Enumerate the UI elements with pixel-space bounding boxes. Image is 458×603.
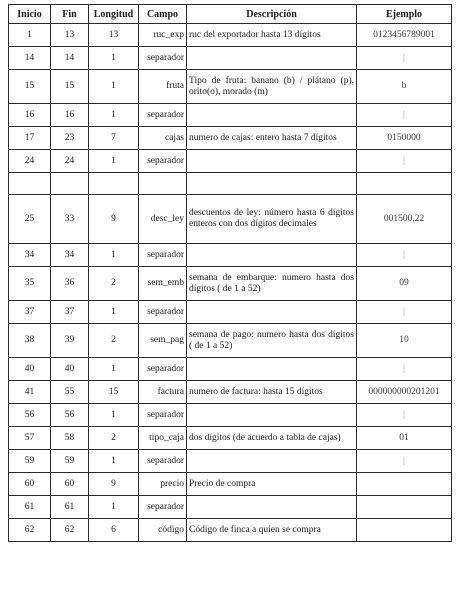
cell-ejemplo: |: [357, 358, 452, 381]
cell-inicio: 60: [9, 473, 51, 496]
cell-inicio: 15: [9, 70, 51, 104]
cell-campo: tipo_caja: [139, 427, 187, 450]
cell-longitud: 2: [89, 427, 139, 450]
cell-longitud: 1: [89, 404, 139, 427]
cell-descripcion: [187, 104, 357, 127]
cell-fin: 56: [51, 404, 89, 427]
table-row: [9, 267, 452, 301]
cell-fin: 23: [51, 127, 89, 150]
cell-descripcion: Tipo de fruta: banano (b) / plátano (p), orito(o), morado (m): [187, 70, 357, 104]
cell-campo: código: [139, 519, 187, 542]
cell-longitud: 1: [89, 301, 139, 324]
cell-campo: separador: [139, 244, 187, 267]
cell-longitud: 1: [89, 47, 139, 70]
cell-inicio: [9, 173, 51, 195]
cell-longitud: 9: [89, 195, 139, 244]
header-inicio: Inicio: [9, 5, 51, 24]
cell-campo: separador: [139, 47, 187, 70]
table-row: [9, 404, 452, 427]
cell-ejemplo: 10: [357, 324, 452, 358]
cell-ejemplo: [357, 496, 452, 519]
cell-descripcion: numero de factura: hasta 15 dígitos: [187, 381, 357, 404]
cell-fin: 14: [51, 47, 89, 70]
cell-campo: separador: [139, 404, 187, 427]
cell-campo: fruta: [139, 70, 187, 104]
cell-ejemplo: b: [357, 70, 452, 104]
cell-fin: 62: [51, 519, 89, 542]
cell-inicio: 61: [9, 496, 51, 519]
cell-inicio: 35: [9, 267, 51, 301]
cell-longitud: [89, 173, 139, 195]
table-row: [9, 381, 452, 404]
cell-inicio: 34: [9, 244, 51, 267]
table-row: [9, 47, 452, 70]
cell-longitud: 7: [89, 127, 139, 150]
cell-longitud: 1: [89, 358, 139, 381]
cell-inicio: 57: [9, 427, 51, 450]
cell-ejemplo: |: [357, 47, 452, 70]
cell-ejemplo: [357, 519, 452, 542]
cell-inicio: 16: [9, 104, 51, 127]
cell-ejemplo: 000000000201201: [357, 381, 452, 404]
table-row: [9, 127, 452, 150]
cell-campo: separador: [139, 150, 187, 173]
cell-fin: 39: [51, 324, 89, 358]
cell-fin: 61: [51, 496, 89, 519]
cell-campo: ruc_exp: [139, 24, 187, 47]
table-row: [9, 70, 452, 104]
cell-ejemplo: |: [357, 150, 452, 173]
cell-descripcion: numero de cajas: entero hasta 7 dígitos: [187, 127, 357, 150]
table-row: [9, 427, 452, 450]
cell-ejemplo: |: [357, 301, 452, 324]
cell-descripcion: Precio de compra: [187, 473, 357, 496]
table-row: [9, 24, 452, 47]
cell-ejemplo: |: [357, 244, 452, 267]
cell-inicio: 24: [9, 150, 51, 173]
cell-longitud: 1: [89, 150, 139, 173]
cell-inicio: 14: [9, 47, 51, 70]
cell-inicio: 1: [9, 24, 51, 47]
table-row: [9, 150, 452, 173]
table-row: [9, 473, 452, 496]
cell-fin: 13: [51, 24, 89, 47]
cell-inicio: 56: [9, 404, 51, 427]
cell-fin: 33: [51, 195, 89, 244]
cell-inicio: 40: [9, 358, 51, 381]
cell-fin: 36: [51, 267, 89, 301]
cell-descripcion: [187, 173, 357, 195]
cell-fin: 59: [51, 450, 89, 473]
table-row: [9, 496, 452, 519]
cell-inicio: 59: [9, 450, 51, 473]
cell-longitud: 9: [89, 473, 139, 496]
header-fin: Fin: [51, 5, 89, 24]
table-row: [9, 301, 452, 324]
cell-ejemplo: 001500,22: [357, 195, 452, 244]
cell-descripcion: semana de pago: numero hasta dos dígitos ( de 1 a 52): [187, 324, 357, 358]
table-row: [9, 358, 452, 381]
cell-ejemplo: [357, 473, 452, 496]
cell-longitud: 1: [89, 450, 139, 473]
cell-campo: separador: [139, 450, 187, 473]
cell-longitud: 1: [89, 496, 139, 519]
cell-descripcion: [187, 404, 357, 427]
cell-inicio: 38: [9, 324, 51, 358]
cell-fin: [51, 173, 89, 195]
cell-fin: 55: [51, 381, 89, 404]
cell-fin: 58: [51, 427, 89, 450]
cell-inicio: 17: [9, 127, 51, 150]
cell-campo: desc_ley: [139, 195, 187, 244]
cell-ejemplo: 0123456789001: [357, 24, 452, 47]
cell-descripcion: [187, 358, 357, 381]
cell-longitud: 15: [89, 381, 139, 404]
cell-fin: 24: [51, 150, 89, 173]
cell-ejemplo: |: [357, 450, 452, 473]
cell-fin: 40: [51, 358, 89, 381]
cell-longitud: 1: [89, 70, 139, 104]
table-body: [9, 24, 452, 542]
cell-inicio: 41: [9, 381, 51, 404]
cell-descripcion: [187, 244, 357, 267]
table-row: [9, 195, 452, 244]
cell-descripcion: [187, 47, 357, 70]
cell-descripcion: [187, 450, 357, 473]
cell-longitud: 2: [89, 267, 139, 301]
cell-ejemplo: 09: [357, 267, 452, 301]
cell-fin: 15: [51, 70, 89, 104]
cell-campo: [139, 173, 187, 195]
cell-campo: separador: [139, 496, 187, 519]
cell-ejemplo: |: [357, 104, 452, 127]
header-longitud: Longitud: [89, 5, 139, 24]
table-row: [9, 519, 452, 542]
cell-inicio: 25: [9, 195, 51, 244]
cell-longitud: 1: [89, 244, 139, 267]
table-row: [9, 450, 452, 473]
header-row: [9, 5, 452, 24]
cell-campo: sem_emb: [139, 267, 187, 301]
cell-campo: sem_pag: [139, 324, 187, 358]
cell-descripcion: semana de embarque: numero hasta dos dígitos ( de 1 a 52): [187, 267, 357, 301]
cell-ejemplo: 0150000: [357, 127, 452, 150]
cell-descripcion: Código de finca a quien se compra: [187, 519, 357, 542]
cell-campo: factura: [139, 381, 187, 404]
cell-campo: precio: [139, 473, 187, 496]
cell-fin: 34: [51, 244, 89, 267]
header-descripcion: Descripción: [187, 5, 357, 24]
table-row: [9, 104, 452, 127]
cell-descripcion: [187, 150, 357, 173]
cell-fin: 60: [51, 473, 89, 496]
cell-campo: cajas: [139, 127, 187, 150]
cell-descripcion: ruc del exportador hasta 13 dígitos: [187, 24, 357, 47]
cell-ejemplo: [357, 173, 452, 195]
header-ejemplo: Ejemplo: [357, 5, 452, 24]
table-row: [9, 244, 452, 267]
cell-longitud: 13: [89, 24, 139, 47]
cell-fin: 16: [51, 104, 89, 127]
field-spec-table: [8, 4, 452, 542]
cell-ejemplo: |: [357, 404, 452, 427]
cell-fin: 37: [51, 301, 89, 324]
cell-campo: separador: [139, 358, 187, 381]
header-campo: Campo: [139, 5, 187, 24]
table-header: [9, 5, 452, 24]
cell-descripcion: dos dígitos (de acuerdo a tabla de cajas): [187, 427, 357, 450]
cell-campo: separador: [139, 104, 187, 127]
cell-descripcion: [187, 301, 357, 324]
cell-longitud: 6: [89, 519, 139, 542]
cell-inicio: 37: [9, 301, 51, 324]
cell-descripcion: descuentos de ley: número hasta 6 dígitos enteros con dos dígitos decimales: [187, 195, 357, 244]
cell-inicio: 62: [9, 519, 51, 542]
cell-campo: separador: [139, 301, 187, 324]
table-row: [9, 324, 452, 358]
cell-longitud: 1: [89, 104, 139, 127]
cell-descripcion: [187, 496, 357, 519]
cell-ejemplo: 01: [357, 427, 452, 450]
cell-longitud: 2: [89, 324, 139, 358]
table-row: [9, 173, 452, 195]
